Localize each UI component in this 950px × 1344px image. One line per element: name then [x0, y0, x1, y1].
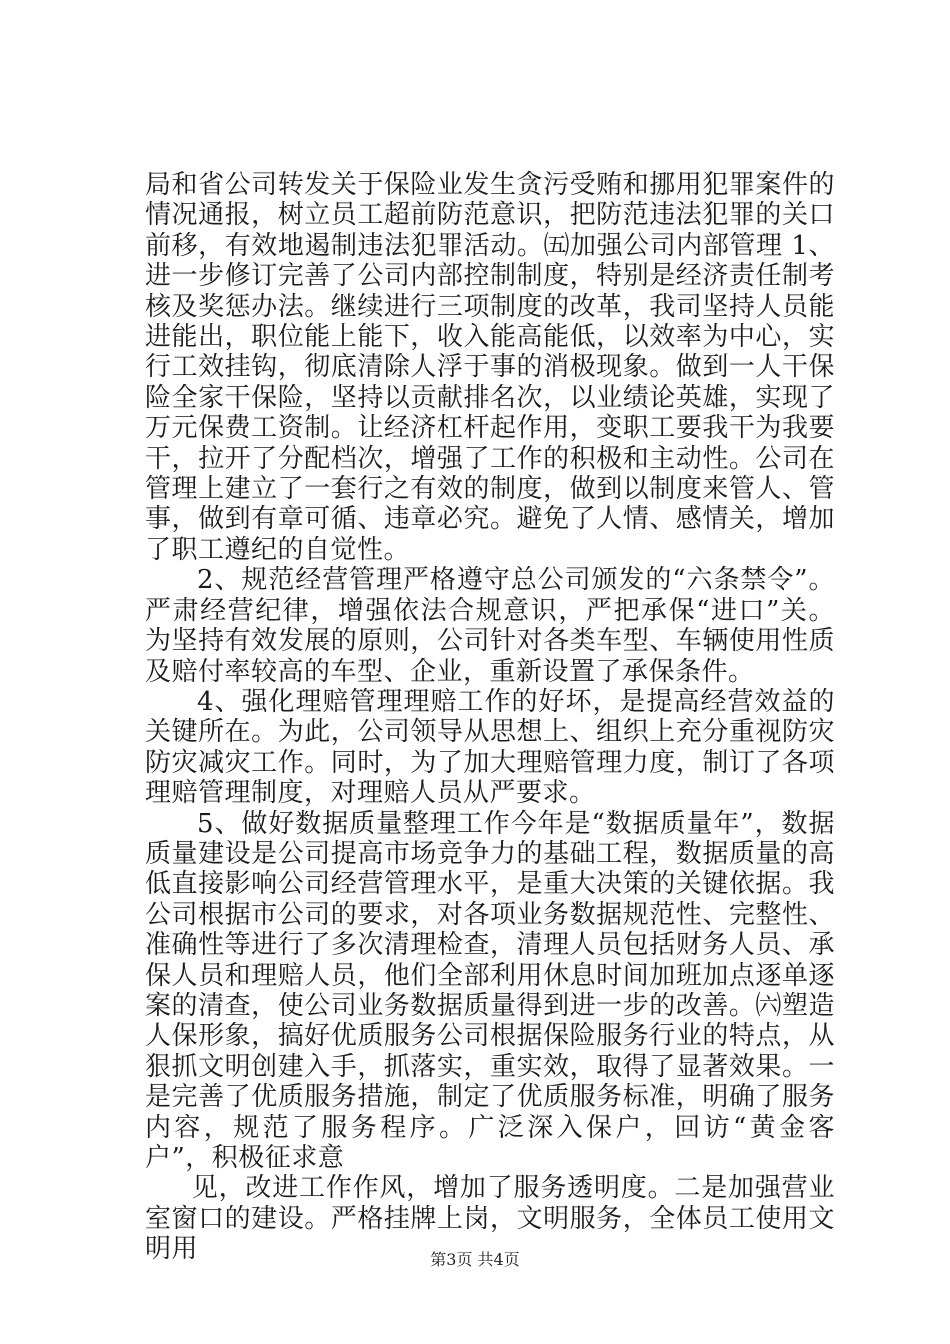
document-body	[145, 170, 835, 1265]
paragraph: 局和省公司转发关于保险业发生贪污受贿和挪用犯罪案件的情况通报，树立员工超前防范意识，把防范违法犯罪的关口前移，有效地遏制违法犯罪活动。㈤加强公司内部管理 1、进一步修订完善了公司内部控制制度，特别是经济责任制考核及奖惩办法。继续进行三项制度的改革，我司坚持人员能进能出，职位能上能下，收入能高能低，以效率为中心，实行工效挂钩，彻底清除人浮于事的消极现象。做到一人干保险全家干保险，坚持以贡献排名次，以业绩论英雄，实现了万元保费工资制。让经济杠杆起作用，变职工要我干为我要干，拉开了分配档次，增强了工作的积极和主动性。公司在管理上建立了一套行之有效的制度，做到以制度来管人、管事，做到有章可循、违章必究。避免了人情、感情关，增加了职工遵纪的自觉性。	[145, 170, 835, 565]
paragraph: 2、规范经营管理严格遵守总公司颁发的“六条禁令”。严肃经营纪律，增强依法合规意识，严把承保“进口”关。为坚持有效发展的原则，公司针对各类车型、车辆使用性质及赔付率较高的车型、企业，重新设置了承保条件。	[145, 565, 835, 687]
paragraph: 4、强化理赔管理理赔工作的好坏，是提高经营效益的关键所在。为此，公司领导从思想上、组织上充分重视防灾防灾减灾工作。同时，为了加大理赔管理力度，制订了各项理赔管理制度，对理赔人员从严要求。	[145, 686, 835, 809]
paragraph: 5、做好数据质量整理工作今年是“数据质量年”，数据质量建设是公司提高市场竞争力的基础工程，数据质量的高低直接影响公司经营管理水平，是重大决策的关键依据。我公司根据市公司的要求，对各项业务数据规范性、完整性、准确性等进行了多次清理检查，清理人员包括财务人员、承保人员和理赔人员，他们全部利用休息时间加班加点逐单逐案的清查，使公司业务数据质量得到进一步的改善。㈥塑造人保形象，搞好优质服务公司根据保险服务行业的特点，从狠抓文明创建入手，抓落实，重实效，取得了显著效果。一是完善了优质服务措施，制定了优质服务标准，明确了服务内容，规范了服务程序。广泛深入保户，回访“黄金客户”，积极征求意	[145, 808, 835, 1173]
paragraph: 见，改进工作作风，增加了服务透明度。二是加强营业室窗口的建设。严格挂牌上岗，文明服务，全体员工使用文明用	[145, 1173, 835, 1265]
page-footer: 第3页 共4页	[430, 1250, 520, 1269]
